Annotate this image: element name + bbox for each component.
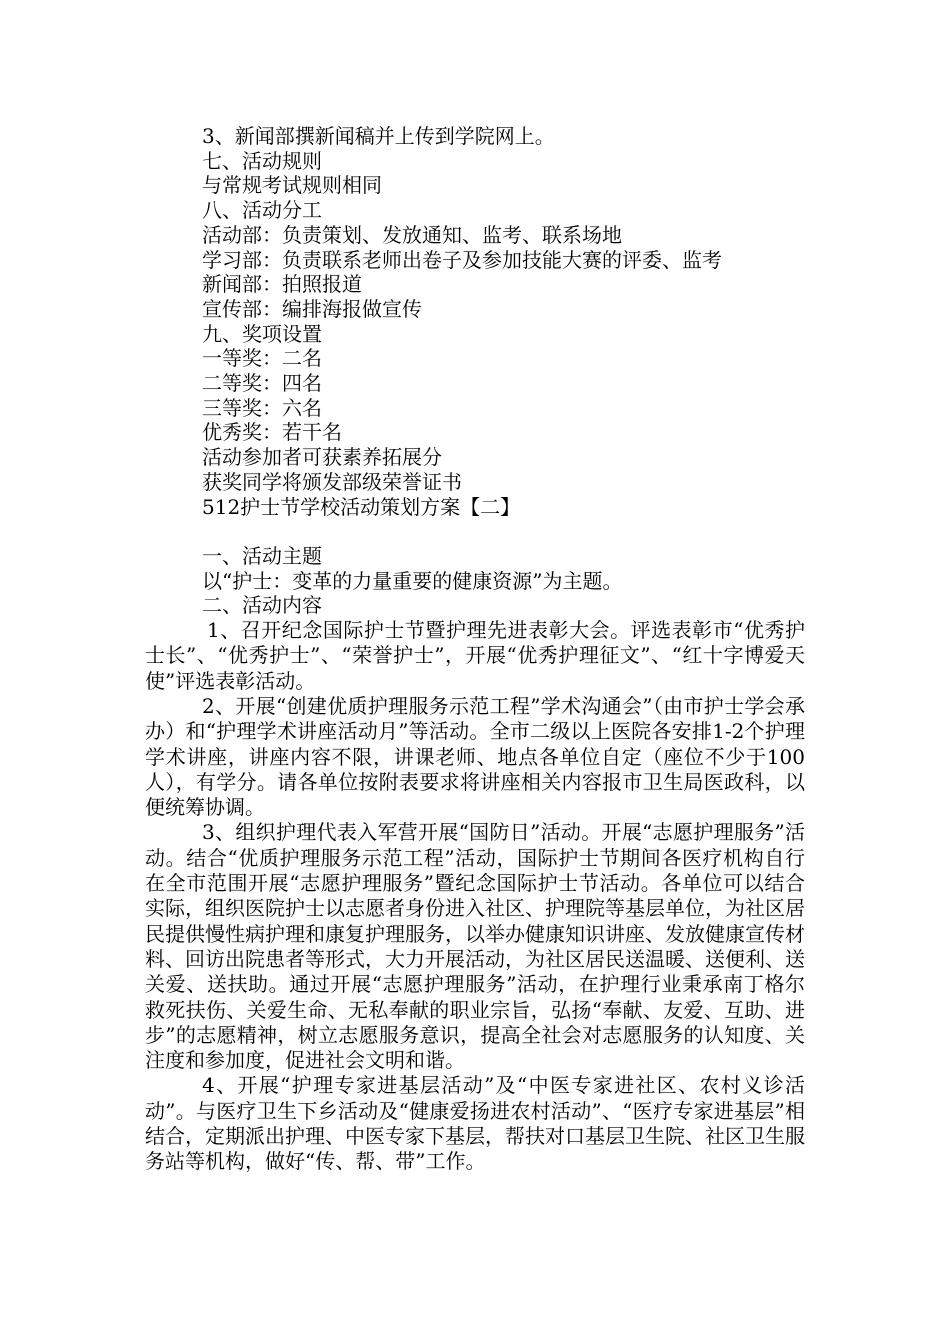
list-item: 学习部：负责联系老师出卷子及参加技能大赛的评委、监考 bbox=[202, 247, 722, 272]
list-item: 活动参加者可获素养拓展分 bbox=[202, 445, 442, 470]
list-item: 获奖同学将颁发部级荣誉证书 bbox=[202, 469, 462, 494]
list-item: 新闻部：拍照报道 bbox=[202, 272, 362, 297]
list-item: 以“护士：变革的力量重要的健康资源”为主题。 bbox=[202, 568, 623, 593]
document-body bbox=[145, 124, 805, 1175]
section-heading: 九、奖项设置 bbox=[202, 321, 322, 346]
list-item: 一等奖：二名 bbox=[202, 346, 322, 371]
list-item: 优秀奖：若干名 bbox=[202, 420, 342, 445]
list-item: 活动部：负责策划、发放通知、监考、联系场地 bbox=[202, 222, 622, 247]
list-item: 三等奖：六名 bbox=[202, 395, 322, 420]
blank-line bbox=[145, 519, 805, 544]
section-heading: 一、活动主题 bbox=[202, 543, 322, 568]
section-heading: 八、活动分工 bbox=[202, 198, 322, 223]
document-subtitle: 512护士节学校活动策划方案【二】 bbox=[202, 494, 521, 519]
list-item: 宣传部：编排海报做宣传 bbox=[202, 296, 422, 321]
body-paragraph: 1、召开纪念国际护士节暨护理先进表彰大会。评选表彰市“优秀护士长”、“优秀护士”、“荣誉护士”，开展“优秀护理征文”、“红十字博爱天使”评选表彰活动。 bbox=[145, 618, 805, 693]
section-heading: 七、活动规则 bbox=[202, 148, 322, 173]
section-heading: 二、活动内容 bbox=[202, 593, 322, 618]
list-item: 二等奖：四名 bbox=[202, 371, 322, 396]
list-item: 3、新闻部撰新闻稿并上传到学院网上。 bbox=[202, 124, 555, 148]
body-paragraph: 3、组织护理代表入军营开展“国防日”活动。开展“志愿护理服务”活动。结合“优质护理服务示范工程”活动，国际护士节期间各医疗机构自行在全市范围开展“志愿护理服务”暨纪念国际护士节活动。各单位可以结合实际，组织医院护士以志愿者身份进入社区、护理院等基层单位，为社区居民提供慢性病护理和康复护理服务，以举办健康知识讲座、发放健康宣传材料、回访出院患者等形式，大力开展活动，为社区居民送温暖、送便利、送关爱、送扶助。通过开展“志愿护理服务”活动，在护理行业秉承南丁格尔救死扶伤、关爱生命、无私奉献的职业宗旨，弘扬“奉献、友爱、互助、进步”的志愿精神，树立志愿服务意识，提高全社会对志愿服务的认知度、关注度和参加度，促进社会文明和谐。 bbox=[145, 820, 805, 1073]
body-paragraph: 2、开展“创建优质护理服务示范工程”学术沟通会”（由市护士学会承办）和“护理学术讲座活动月”等活动。全市二级以上医院各安排1-2个护理学术讲座，讲座内容不限，讲课老师、地点各单位自定（座位不少于100人），有学分。请各单位按附表要求将讲座相关内容报市卫生局医政科，以便统筹协调。 bbox=[145, 693, 805, 820]
body-paragraph: 4、开展“护理专家进基层活动”及“中医专家进社区、农村义诊活动”。与医疗卫生下乡活动及“健康爱扬进农村活动”、“医疗专家进基层”相结合，定期派出护理、中医专家下基层，帮扶对口基层卫生院、社区卫生服务站等机构，做好“传、帮、带”工作。 bbox=[145, 1073, 805, 1174]
list-item: 与常规考试规则相同 bbox=[202, 173, 382, 198]
